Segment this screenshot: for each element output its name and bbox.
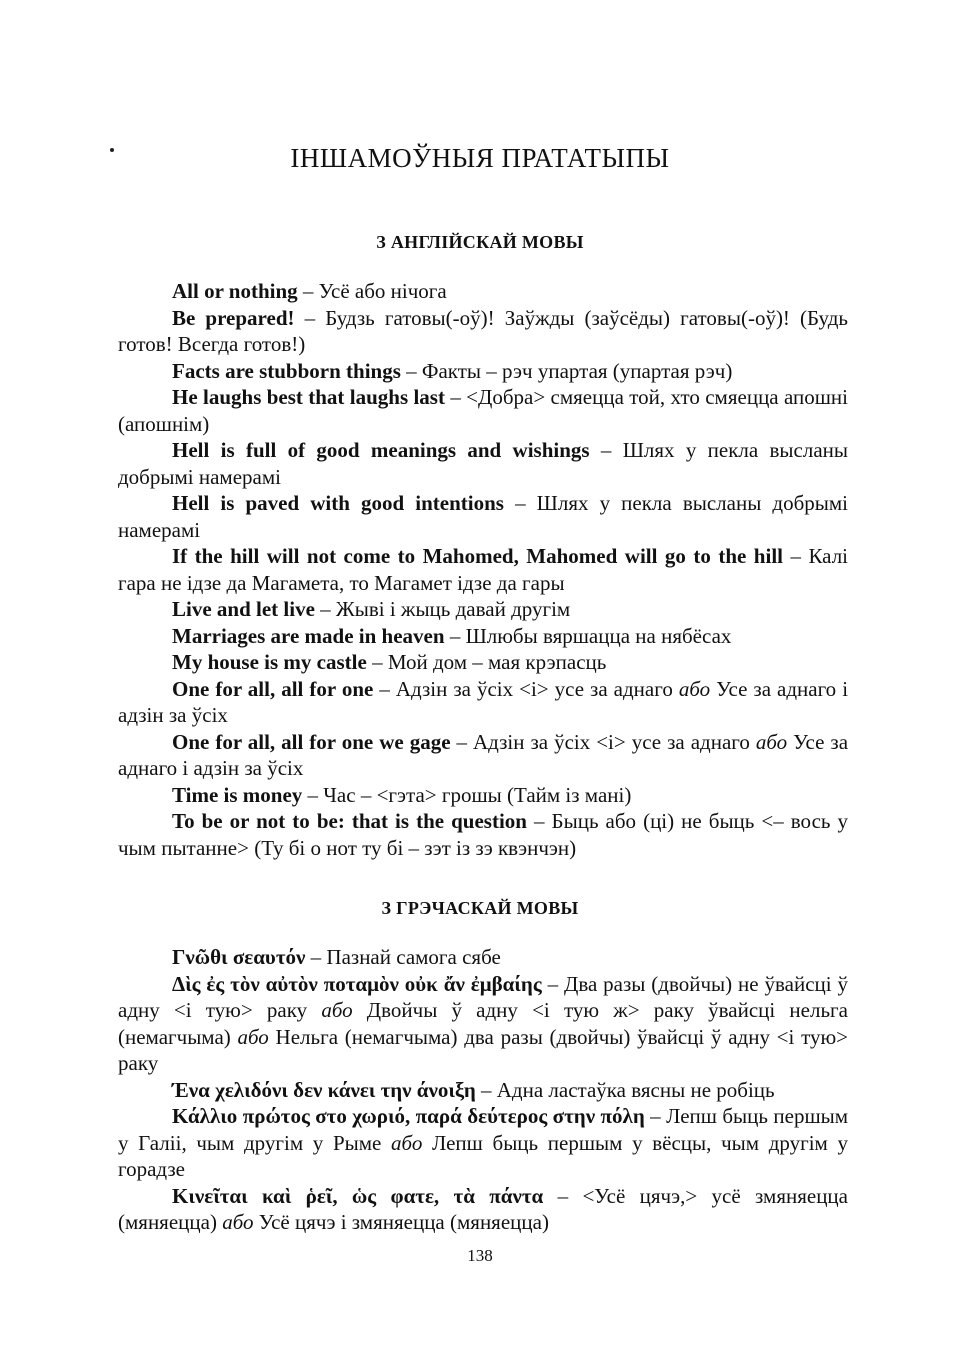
entry-translation-alt: Усе за аднаго і адзін за ўсіх [118, 729, 849, 780]
entry-term: If the hill will not come to Mahomed, Mahomed will go to the hill [172, 544, 783, 568]
entry: Time is money – Час – <гэта> грошы (Тайм із мані) [172, 782, 632, 807]
entry: Κινεῖται καὶ ῥεῖ, ὡς φατε, τὰ πάντα – <Усё цячэ,> усё змяняецца (мяняецца) або Усё цячэ і змяняецца (мяняецца) [118, 1183, 848, 1234]
entry-translation: <Усё цячэ,> усё змяняецца (мяняецца) [118, 1183, 848, 1234]
entry-term: Γνῶθι σεαυτόν [172, 945, 306, 969]
entry-term: Time is money [172, 782, 303, 807]
entry-translation: Жыві і жыць давай другім [335, 597, 571, 621]
entry-term: All or nothing [172, 279, 298, 303]
entry: One for all, all for one we gage – Адзін за ўсіх <і> усе за аднаго або Усе за аднаго і адзін за ўсіх [118, 729, 849, 780]
english-entries [118, 278, 848, 861]
entry: If the hill will not come to Mahomed, Mahomed will go to the hill – Калі гара не ідзе да Магамета, то Магамет ідзе да гары [118, 544, 849, 595]
entry: Marriages are made in heaven – Шлюбы вяршацца на нябёсах [172, 623, 732, 648]
entry-term: My house is my castle [172, 650, 367, 674]
entry-translation: Два разы (двойчы) не ўвайсці ў адну <і тую> раку [118, 971, 848, 1022]
entry: He laughs best that laughs last – <Добра> смяецца той, хто смяецца апошні (апошнім) [118, 385, 848, 436]
page-number: 138 [467, 1246, 493, 1265]
entry-translation: Лепш быць першым у Галіі, чым другім у Рыме [118, 1104, 849, 1155]
entry-translation: Мой дом – мая крэпасць [387, 650, 607, 674]
alt-word: або [222, 1210, 254, 1234]
entry-term: Δὶς ἐς τὸν αὐτὸν ποταμὸν οὐκ ἄν ἐμβαίης [172, 971, 542, 996]
alt-word: або [391, 1130, 423, 1155]
entry-term: Ένα χελιδόνι δεν κάνει την άνοιξη [172, 1077, 476, 1102]
entry-translation: Факты – рэч упартая (упартая рэч) [421, 358, 733, 383]
entry-term: Facts are stubborn things [172, 358, 401, 383]
entry: Live and let live – Жыві і жыць давай другім [172, 597, 571, 621]
alt-word: або [755, 729, 788, 754]
entry-term: One for all, all for one we gage [172, 729, 451, 754]
entry-translation: Час – <гэта> грошы (Тайм із мані) [323, 782, 632, 807]
section-heading-greek: З ГРЭЧАСКАЙ МОВЫ [381, 898, 579, 918]
entry-translation: Быць або (ці) не быць <– вось у чым пытанне> (Ту бі о нот ту бі – зэт із зэ квэнчэн) [118, 809, 848, 860]
entry-translation: Пазнай самога сябе [326, 945, 501, 969]
page-title: ІНШАМОЎНЫЯ ПРАТАТЫПЫ [290, 143, 670, 173]
entry-term: Κάλλιο πρώτος στο χωριό, παρά δεύτερος στην πόλη [172, 1104, 645, 1128]
entry: Hell is paved with good intentions – Шлях у пекла выcланы добрымі намерамі [118, 491, 848, 542]
entry-translation: Шлях у пекла выcланы добрымі намерамі [118, 491, 848, 542]
greek-entries [118, 944, 848, 1236]
alt-word: або [237, 1024, 269, 1049]
entry: Γνῶθι σεαυτόν – Пазнай самога сябе [172, 945, 501, 969]
entry: To be or not to be: that is the question – Быць або (ці) не быць <– вось у чым пытанне> (Ту бі о нот ту бі – зэт із зэ квэнчэн) [118, 809, 848, 860]
entry-term: Marriages are made in heaven [172, 623, 445, 648]
entry-translation: Шлях у пекла выcланы добрымі намерамі [118, 438, 849, 489]
entry-term: Live and let live [172, 597, 315, 621]
entry-translation: Адзін за ўсіх <і> усе за аднаго [395, 676, 673, 701]
entry-translation: Будзь гатовы(-оў)! Заўжды (заўсёды) гатовы(-оў)! (Будь готов! Всегда готов!) [118, 305, 848, 356]
entry: One for all, all for one – Адзін за ўсіх <і> усе за аднаго або Усе за аднаго і адзін за ўсіх [118, 676, 849, 727]
entry: All or nothing – Усё або нічога [172, 279, 447, 303]
entry-translation-alt: Двойчы ў адну <і тую ж> раку ўвайсці нельга (немагчыма) [118, 998, 848, 1049]
entry-translation: <Добра> смяецца той, хто смяецца апошні (апошнім) [118, 385, 848, 436]
entry-translation-alt: Лепш быць першым у вёсцы, чым другім у горадзе [118, 1130, 849, 1181]
entry-term: He laughs best that laughs last [172, 385, 445, 409]
entry: Δὶς ἐς τὸν αὐτὸν ποταμὸν οὐκ ἄν ἐμβαίης – Два разы (двойчы) не ўвайсці ў адну <і тую> раку або Двойчы ў адну <і тую ж> раку ўвайсці нельга (немагчыма) або Нельга (немагчыма) два разы (двойчы) ўвайсці ў адну <і тую> раку [118, 971, 849, 1075]
entry-translation-alt: Нельга (немагчыма) два разы (двойчы) ўвайсці ў адну <і тую> раку [118, 1024, 849, 1075]
entry: Hell is full of good meanings and wishings – Шлях у пекла выcланы добрымі намерамі [118, 438, 849, 489]
entry-translation: Адна ластаўка вясны не робіць [496, 1077, 775, 1102]
entry-term: To be or not to be: that is the question [172, 809, 527, 833]
entry-term: Be prepared! [172, 305, 295, 330]
entry-translation: Калі гара не ідзе да Магамета, то Магамет ідзе да гары [118, 544, 849, 595]
section-heading-english: З АНГЛІЙСКАЙ МОВЫ [376, 232, 584, 252]
entry: My house is my castle – Мой дом – мая крэпасць [172, 650, 607, 674]
entry-translation-alt: Усё цячэ і змяняецца (мяняецца) [258, 1210, 549, 1234]
entry-translation: Адзін за ўсіх <і> усе за аднаго [473, 729, 750, 754]
entry-term: One for all, all for one [172, 676, 374, 701]
entry-translation: Усё або нічога [318, 279, 447, 303]
entry-translation: Шлюбы вяршацца на нябёсах [465, 623, 732, 648]
entry-term: Hell is paved with good intentions [172, 491, 504, 515]
entry-term: Hell is full of good meanings and wishings [172, 438, 590, 462]
entry: Κάλλιο πρώτος στο χωριό, παρά δεύτερος στην πόλη – Лепш быць першым у Галіі, чым другім у Рыме або Лепш быць першым у вёсцы, чым другім у горадзе [118, 1104, 849, 1181]
entry-translation-alt: Усе за аднаго і адзін за ўсіх [118, 676, 849, 727]
entry: Be prepared! – Будзь гатовы(-оў)! Заўжды (заўсёды) гатовы(-оў)! (Будь готов! Всегда готов!) [118, 305, 848, 356]
alt-word: або [321, 998, 353, 1022]
entry: Ένα χελιδόνι δεν κάνει την άνοιξη – Адна ластаўка вясны не робіць [172, 1077, 775, 1102]
entry-term: Κινεῖται καὶ ῥεῖ, ὡς φατε, τὰ πάντα [172, 1183, 544, 1208]
entry: Facts are stubborn things – Факты – рэч упартая (упартая рэч) [172, 358, 733, 383]
alt-word: або [678, 676, 711, 701]
